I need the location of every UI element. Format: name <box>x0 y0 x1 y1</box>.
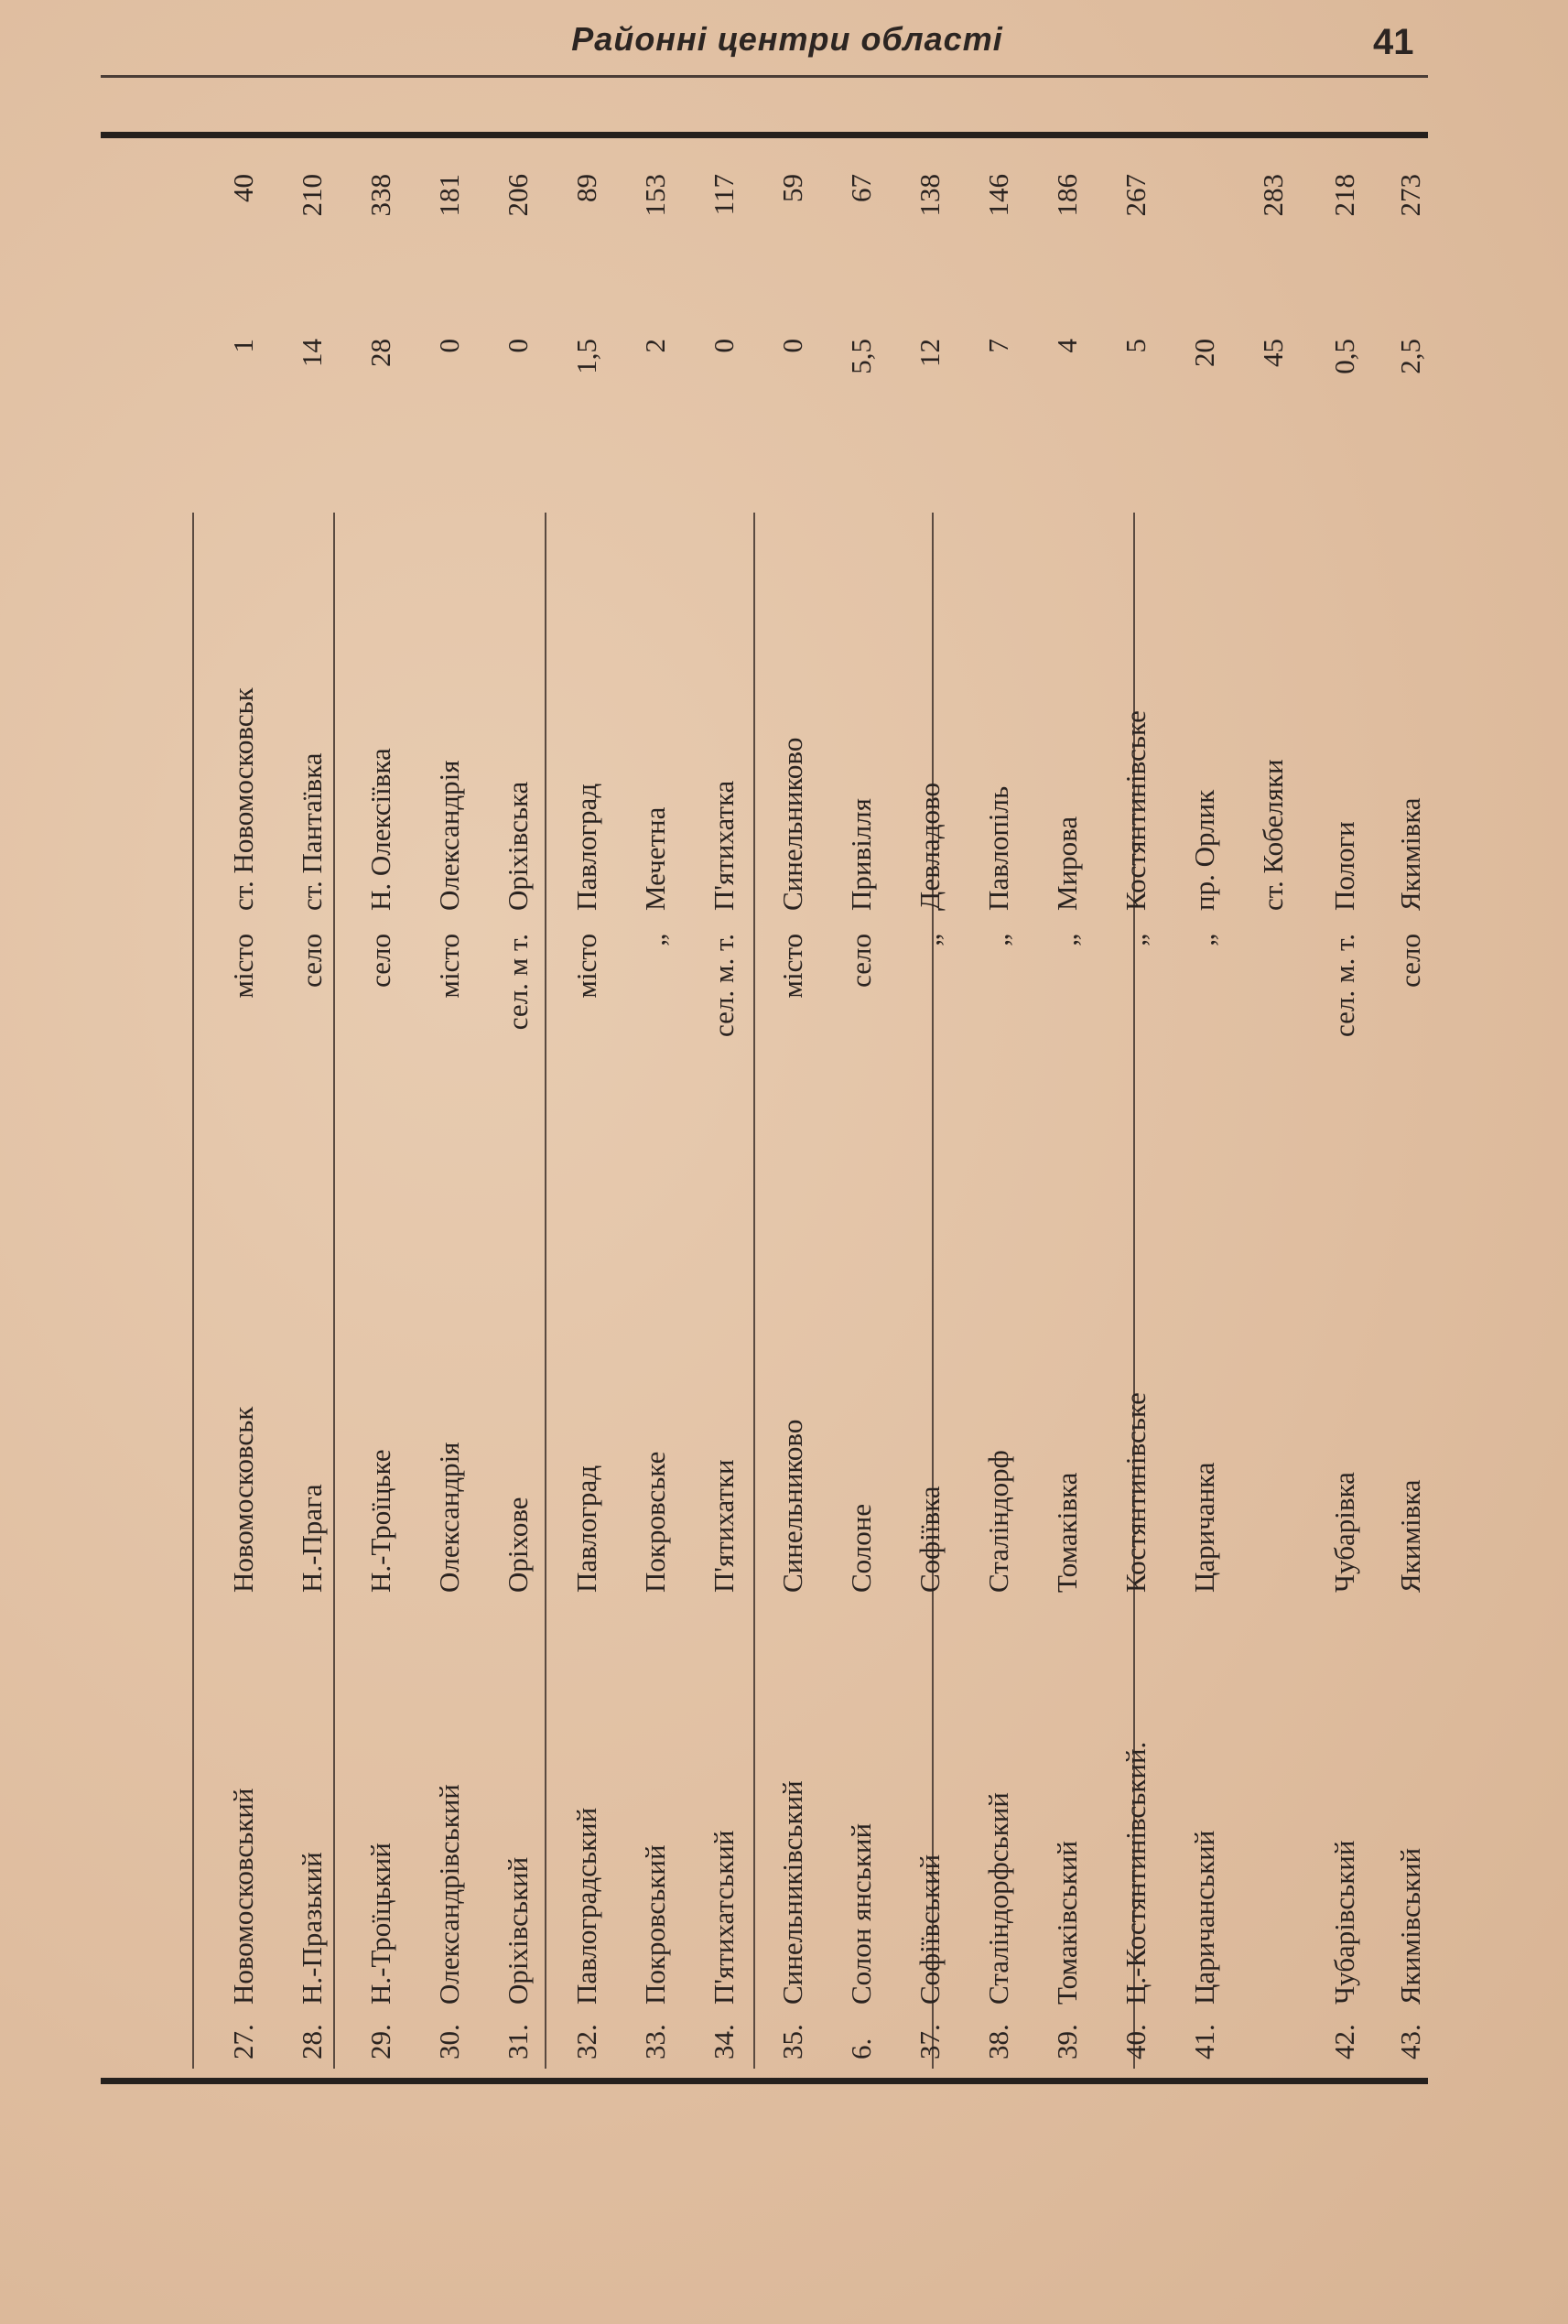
district-name: П'ятихатський <box>708 1830 740 2005</box>
district-name: Покровський <box>639 1844 671 2005</box>
distance-to-oblast-center: 273 <box>1394 174 1426 217</box>
distance-to-station: 14 <box>296 339 328 367</box>
district-name: Павлоградський <box>570 1807 602 2005</box>
distance-to-oblast-center: 146 <box>982 174 1014 217</box>
table-row <box>1108 165 1164 2069</box>
settlement-type: село <box>364 934 396 988</box>
row-number: 40. <box>1119 2024 1152 2059</box>
table-row <box>284 165 341 2069</box>
distance-to-oblast-center: 210 <box>296 174 328 217</box>
table-row <box>1382 165 1439 2069</box>
district-name: Сталіндорфський <box>982 1792 1014 2005</box>
row-number: 33. <box>639 2024 671 2059</box>
distance-to-station: 0 <box>776 339 808 353</box>
table-row <box>970 165 1027 2069</box>
distance-to-oblast-center: 206 <box>502 174 534 217</box>
distance-to-oblast-center: 67 <box>845 174 877 202</box>
center-name: Олександрія <box>433 1442 465 1593</box>
center-name: Новомосковськ <box>227 1406 259 1593</box>
railway-station: ст. Пантаївка <box>296 752 328 911</box>
column-divider <box>753 513 755 2069</box>
row-number: 34. <box>708 2024 740 2059</box>
distance-to-station: 20 <box>1188 339 1220 367</box>
center-name: Софіївка <box>914 1486 946 1593</box>
distance-to-station: 5 <box>1119 339 1152 353</box>
page-number: 41 <box>1373 22 1414 62</box>
railway-station: Синельниково <box>776 737 808 911</box>
table-row <box>696 165 752 2069</box>
district-name: Оріхівський <box>502 1856 534 2005</box>
running-head: Районні центри області <box>571 20 1003 58</box>
railway-station: пр. Орлик <box>1188 789 1220 911</box>
railway-station: Привілля <box>845 798 877 911</box>
distance-to-station: 2,5 <box>1394 339 1426 374</box>
distance-to-oblast-center: 338 <box>364 174 396 217</box>
column-divider <box>192 513 194 2069</box>
center-name: Покровське <box>639 1451 671 1593</box>
railway-station: Мечетна <box>639 806 671 911</box>
district-name: Чубарівський <box>1328 1840 1360 2005</box>
distance-to-station: 28 <box>364 339 396 367</box>
railway-station: Костянтинівське <box>1119 710 1152 911</box>
center-name: Чубарівка <box>1328 1472 1360 1593</box>
distance-to-oblast-center: 186 <box>1051 174 1083 217</box>
center-name: Царичанка <box>1188 1462 1220 1593</box>
settlement-type: місто <box>227 934 259 999</box>
table-row <box>764 165 821 2069</box>
center-name: Синельниково <box>776 1419 808 1593</box>
settlement-type: „ <box>1119 934 1152 946</box>
railway-station: Якимівка <box>1394 797 1426 911</box>
table-row <box>558 165 615 2069</box>
distance-to-oblast-center: 117 <box>708 174 740 216</box>
row-number: 39. <box>1051 2024 1083 2059</box>
table-row <box>627 165 684 2069</box>
railway-station: ст. Новомосковськ <box>227 687 259 911</box>
distance-to-oblast-center: 138 <box>914 174 946 217</box>
railway-station: ст. Кобеляки <box>1257 759 1289 911</box>
settlement-type: сел. м. т. <box>1328 934 1360 1037</box>
distance-to-station: 0 <box>708 339 740 353</box>
row-number: 38. <box>982 2024 1014 2059</box>
district-name: Синельниківський <box>776 1780 808 2005</box>
row-number: 32. <box>570 2024 602 2059</box>
settlement-type: „ <box>1051 934 1083 946</box>
center-name: Оріхове <box>502 1497 534 1593</box>
distance-to-oblast-center: 59 <box>776 174 808 202</box>
settlement-type: село <box>845 934 877 988</box>
row-number: 27. <box>227 2024 259 2059</box>
distance-to-station: 4 <box>1051 339 1083 353</box>
table-row <box>1316 165 1373 2069</box>
district-name: Новомосковський <box>227 1788 259 2005</box>
settlement-type: „ <box>914 934 946 946</box>
district-name: Томаківський <box>1051 1841 1083 2005</box>
distance-to-oblast-center: 267 <box>1119 174 1152 217</box>
settlement-type: місто <box>570 934 602 999</box>
distance-to-oblast-center: 283 <box>1257 174 1289 217</box>
row-number: 42. <box>1328 2024 1360 2059</box>
district-name: Софіївський <box>914 1854 946 2005</box>
table-row <box>1245 165 1302 2069</box>
distance-to-station: 2 <box>639 339 671 353</box>
row-number: 31. <box>502 2024 534 2059</box>
distance-to-station: 5,5 <box>845 339 877 374</box>
center-name: Сталіндорф <box>982 1450 1014 1593</box>
distance-to-oblast-center: 181 <box>433 174 465 217</box>
header-rule <box>101 75 1428 78</box>
railway-station: Мирова <box>1051 816 1083 911</box>
row-number: 35. <box>776 2024 808 2059</box>
row-number: 30. <box>433 2024 465 2059</box>
center-name: Павлоград <box>570 1465 602 1593</box>
district-name: Ц.-Костянтинівський. <box>1119 1741 1152 2005</box>
distance-to-station: 7 <box>982 339 1014 353</box>
row-number: 29. <box>364 2024 396 2059</box>
railway-station: Н. Олексіївка <box>364 748 396 911</box>
center-name: Томаківка <box>1051 1472 1083 1593</box>
distance-to-station: 45 <box>1257 339 1289 367</box>
district-name: Солон янський <box>845 1822 877 2005</box>
distance-to-station: 1,5 <box>570 339 602 374</box>
table-bottom-rule <box>101 2078 1428 2084</box>
table-row <box>1039 165 1096 2069</box>
settlement-type: „ <box>1188 934 1220 946</box>
distance-to-oblast-center: 218 <box>1328 174 1360 217</box>
railway-station: Девладово <box>914 783 946 911</box>
center-name: Н.-Прага <box>296 1484 328 1593</box>
distance-to-oblast-center: 40 <box>227 174 259 202</box>
settlement-type: село <box>296 934 328 988</box>
row-number: 28. <box>296 2024 328 2059</box>
district-name: Н.-Троїцький <box>364 1843 396 2005</box>
center-name: Солоне <box>845 1503 877 1593</box>
district-name: Царичанський <box>1188 1830 1220 2005</box>
railway-station: Олександрія <box>433 760 465 911</box>
railway-station: Пологи <box>1328 821 1360 911</box>
row-number: 6. <box>845 2038 877 2059</box>
table-top-rule <box>101 132 1428 138</box>
table-row <box>833 165 890 2069</box>
railway-station: Оріхівська <box>502 781 534 911</box>
distance-to-station: 0 <box>433 339 465 353</box>
center-name: Н.-Троїцьке <box>364 1449 396 1593</box>
settlement-type: „ <box>982 934 1014 946</box>
distance-to-station: 0,5 <box>1328 339 1360 374</box>
distance-to-oblast-center: 153 <box>639 174 671 217</box>
settlement-type: сел. м т. <box>502 934 534 1031</box>
row-number: 43. <box>1394 2024 1426 2059</box>
settlement-type: місто <box>433 934 465 999</box>
table-row <box>352 165 409 2069</box>
settlement-type: місто <box>776 934 808 999</box>
table-row <box>1176 165 1233 2069</box>
center-name: П'ятихатки <box>708 1459 740 1593</box>
railway-station: Павлоград <box>570 783 602 911</box>
table-row <box>902 165 958 2069</box>
table-row <box>421 165 478 2069</box>
distance-to-station: 0 <box>502 339 534 353</box>
distance-to-station: 12 <box>914 339 946 367</box>
distance-to-oblast-center: 89 <box>570 174 602 202</box>
distance-to-station: 1 <box>227 339 259 353</box>
center-name: Костянтинівське <box>1119 1392 1152 1593</box>
table-row <box>490 165 546 2069</box>
row-number: 37. <box>914 2024 946 2059</box>
railway-station: П'ятихатка <box>708 780 740 911</box>
settlement-type: село <box>1394 934 1426 988</box>
district-centers-table <box>128 165 1428 2069</box>
row-number: 41. <box>1188 2024 1220 2059</box>
railway-station: Павлопіль <box>982 785 1014 911</box>
table-row <box>215 165 272 2069</box>
center-name: Якимівка <box>1394 1479 1426 1593</box>
settlement-type: „ <box>639 934 671 946</box>
settlement-type: сел. м. т. <box>708 934 740 1037</box>
district-name: Н.-Празький <box>296 1852 328 2005</box>
district-name: Якимівський <box>1394 1847 1426 2005</box>
district-name: Олександрівський <box>433 1784 465 2005</box>
